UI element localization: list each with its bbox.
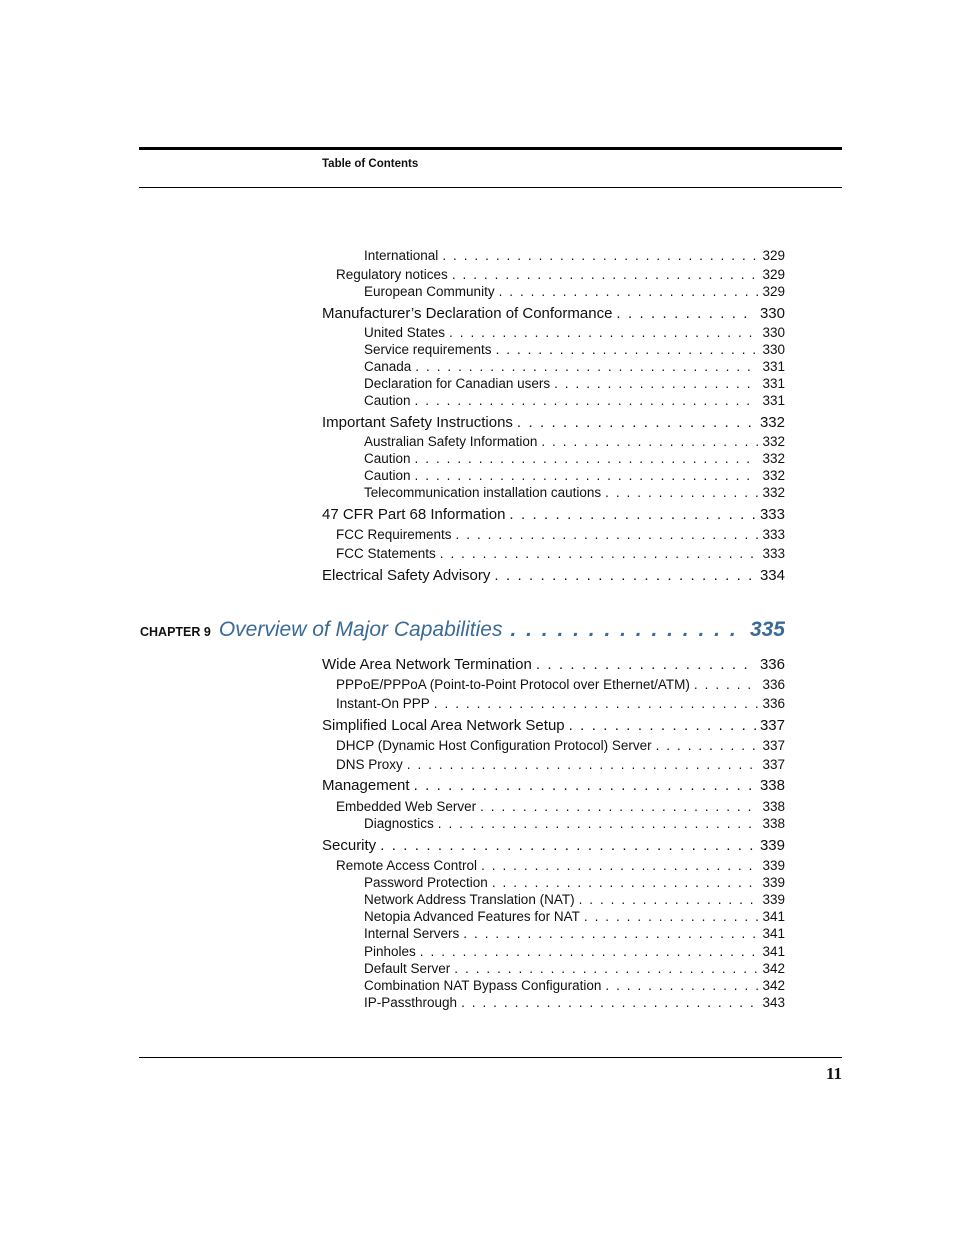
toc-entry-page: 342 [762,978,785,993]
toc-entry-page: 337 [762,738,785,753]
leader-dots [510,618,746,642]
toc-entry[interactable] [364,892,785,907]
toc-entry-label: Caution [364,468,411,483]
toc-entry-label: Caution [364,451,411,466]
toc-entry-page: 332 [762,485,785,500]
leader-dots [440,546,759,561]
toc-entry-page: 343 [762,995,785,1010]
toc-entry-page: 338 [762,799,785,814]
toc-entry-label: Manufacturer’s Declaration of Conformance [322,305,613,322]
toc-entry-page: 330 [762,325,785,340]
leader-dots [536,656,756,673]
toc-entry-label: Simplified Local Area Network Setup [322,717,565,734]
toc-entry-label: Canada [364,359,412,374]
toc-entry[interactable] [364,359,785,374]
leader-dots [415,393,759,408]
leader-dots [480,799,758,814]
toc-entry[interactable] [322,656,785,673]
leader-dots [492,875,759,890]
toc-entry-page: 332 [762,468,785,483]
toc-entry[interactable] [336,757,785,772]
toc-entry-label: PPPoE/PPPoA (Point-to-Point Protocol over Ethernet/ATM) [336,677,690,692]
toc-entry-label: Caution [364,393,411,408]
toc-entry[interactable] [322,567,785,584]
leader-dots [454,961,758,976]
toc-entry-label: DNS Proxy [336,757,403,772]
leader-dots [461,995,758,1010]
leader-dots [656,738,759,753]
toc-entry-page: 342 [762,961,785,976]
toc-entry-label: Pinholes [364,944,416,959]
toc-entry-label: Service requirements [364,342,492,357]
toc-entry-label: Network Address Translation (NAT) [364,892,575,907]
toc-entry-page: 341 [762,926,785,941]
toc-entry-label: Telecommunication installation cautions [364,485,602,500]
leader-dots [569,717,756,734]
toc-entry[interactable] [364,978,785,993]
toc-entry-label: 47 CFR Part 68 Information [322,506,506,523]
toc-entry-page: 337 [759,717,785,734]
toc-entry[interactable] [322,506,785,523]
toc-entry[interactable] [336,858,785,873]
toc-entry-label: DHCP (Dynamic Host Configuration Protocol) Server [336,738,652,753]
toc-entry[interactable] [336,696,785,711]
toc-entry-label: Regulatory notices [336,267,448,282]
toc-entry[interactable] [364,284,785,299]
toc-entry-label: Embedded Web Server [336,799,477,814]
toc-entry-page: 329 [762,267,785,282]
footer-rule [139,1057,842,1058]
leader-dots [407,757,759,772]
toc-entry-page: 333 [762,527,785,542]
toc-entry[interactable] [364,909,785,924]
toc-entry[interactable] [364,468,785,483]
toc-entry-label: Security [322,837,377,854]
toc-entry-label: Password Protection [364,875,488,890]
toc-entry[interactable] [364,451,785,466]
toc-entry[interactable] [364,325,785,340]
chapter-title: Overview of Major Capabilities [218,618,503,641]
leader-dots [694,677,759,692]
toc-entry-label: Default Server [364,961,451,976]
toc-entry-label: United States [364,325,446,340]
toc-entry[interactable] [322,777,785,794]
toc-entry-page: 331 [762,359,785,374]
leader-dots [541,434,758,449]
toc-entry-page: 333 [762,546,785,561]
toc-entry-page: 332 [759,414,785,431]
leader-dots [452,267,759,282]
toc-entry-label: Combination NAT Bypass Configuration [364,978,602,993]
toc-entry[interactable] [364,248,785,263]
toc-entry[interactable] [364,961,785,976]
leader-dots [415,468,759,483]
toc-entry[interactable] [336,527,785,542]
toc-entry-page: 331 [762,393,785,408]
toc-entry-page: 341 [762,944,785,959]
toc-entry[interactable] [364,816,785,831]
leader-dots [509,506,756,523]
toc-entry-page: 329 [762,284,785,299]
toc-entry-label: Australian Safety Information [364,434,538,449]
toc-entry[interactable] [322,414,785,431]
toc-entry[interactable] [322,305,785,322]
leader-dots [463,926,758,941]
toc-entry[interactable] [336,677,785,692]
leader-dots [456,527,759,542]
toc-entry[interactable] [364,926,785,941]
toc-entry-page: 339 [762,892,785,907]
toc-entry-label: Important Safety Instructions [322,414,513,431]
chapter-label: CHAPTER 9 [140,625,211,639]
toc-entry-page: 332 [762,434,785,449]
running-header: Table of Contents [322,158,419,170]
toc-entry[interactable] [364,485,785,500]
toc-entry[interactable] [336,546,785,561]
leader-dots [415,359,758,374]
toc-entry-page: 339 [762,875,785,890]
toc-entry-label: Diagnostics [364,816,434,831]
toc-entry-page: 331 [762,376,785,391]
toc-entry-page: 329 [762,248,785,263]
leader-dots [449,325,758,340]
toc-entry[interactable] [322,837,785,854]
toc-entry-label: IP-Passthrough [364,995,458,1010]
toc-entry[interactable] [364,944,785,959]
leader-dots [616,305,756,322]
toc-entry-page: 330 [759,305,785,322]
leader-dots [605,978,758,993]
page-number: 11 [825,1064,842,1083]
toc-entry-page: 336 [762,677,785,692]
toc-entry-page: 338 [762,816,785,831]
toc-entry-label: European Community [364,284,495,299]
toc-entry[interactable] [364,376,785,391]
leader-dots [380,837,756,854]
leader-dots [584,909,759,924]
leader-dots [434,696,759,711]
toc-entry-label: Wide Area Network Termination [322,656,532,673]
toc-entry[interactable] [336,267,785,282]
header-divider [139,187,842,188]
toc-entry-label: Electrical Safety Advisory [322,567,491,584]
toc-entry-label: Remote Access Control [336,858,478,873]
toc-entry-label: Internal Servers [364,926,460,941]
leader-dots [499,284,759,299]
leader-dots [481,858,758,873]
toc-entry[interactable] [364,995,785,1010]
toc-entry-label: Management [322,777,410,794]
toc-entry[interactable] [364,342,785,357]
leader-dots [438,816,759,831]
toc-entry-page: 336 [762,696,785,711]
toc-entry[interactable] [364,393,785,408]
leader-dots [415,451,759,466]
toc-entry-label: FCC Statements [336,546,436,561]
leader-dots [579,892,759,907]
toc-entry[interactable] [364,434,785,449]
toc-entry-page: 332 [762,451,785,466]
leader-dots [414,777,756,794]
toc-entry[interactable] [336,738,785,753]
toc-entry-page: 341 [762,909,785,924]
leader-dots [442,248,758,263]
toc-entry-page: 339 [762,858,785,873]
leader-dots [496,342,759,357]
leader-dots [517,414,756,431]
toc-entry[interactable] [322,717,785,734]
toc-entry-page: 338 [759,777,785,794]
header-rule [139,147,842,150]
toc-entry-label: Netopia Advanced Features for NAT [364,909,580,924]
toc-entry-label: International [364,248,439,263]
toc-entry-page: 330 [762,342,785,357]
toc-entry[interactable] [336,799,785,814]
leader-dots [605,485,758,500]
leader-dots [554,376,758,391]
leader-dots [420,944,759,959]
toc-entry-page: 339 [759,837,785,854]
toc-entry-page: 333 [759,506,785,523]
toc-entry-label: FCC Requirements [336,527,452,542]
chapter-heading[interactable] [140,618,785,642]
toc-entry-label: Declaration for Canadian users [364,376,551,391]
toc-entry-page: 334 [759,567,785,584]
toc-entry[interactable] [364,875,785,890]
toc-entry-label: Instant-On PPP [336,696,430,711]
toc-entry-page: 336 [759,656,785,673]
toc-entry-page: 337 [762,757,785,772]
leader-dots [494,567,756,584]
chapter-page: 335 [749,618,785,641]
